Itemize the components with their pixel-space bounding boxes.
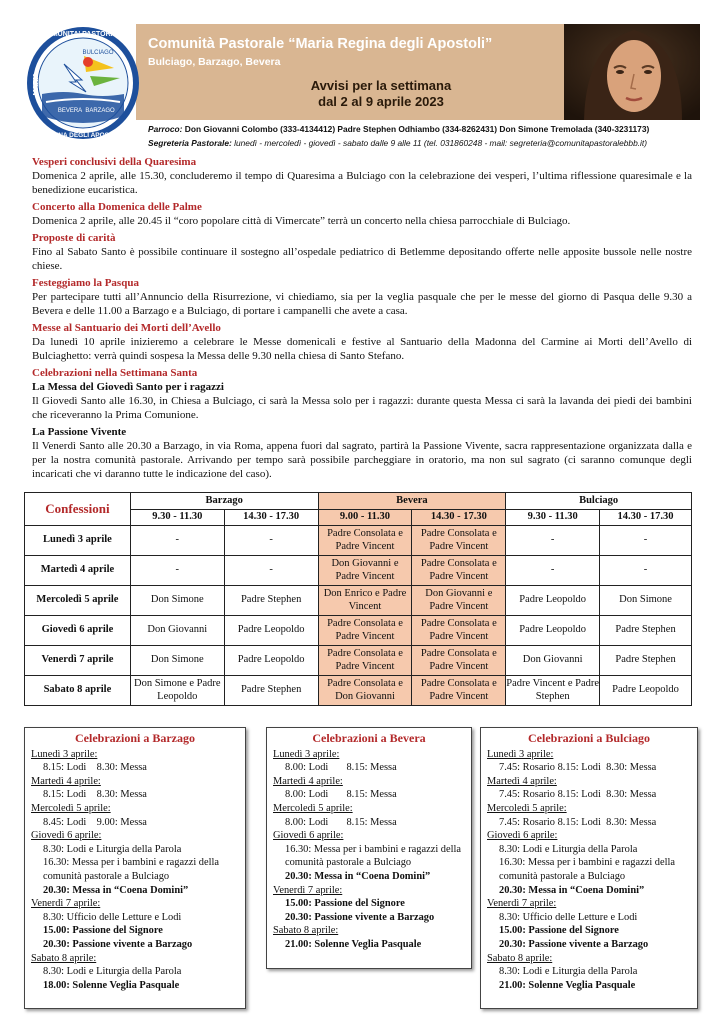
slot-header: 9.30 - 11.30: [130, 510, 224, 526]
table-cell: Padre Consolata e Padre Vincent: [412, 526, 506, 556]
madonna-portrait: [564, 24, 700, 120]
table-cell: Don Simone e Padre Leopoldo: [130, 676, 224, 706]
day-cell: Giovedì 6 aprile: [25, 616, 131, 646]
table-cell: Don Giovanni e Padre Vincent: [318, 556, 412, 586]
celebration-entry: 15.00: Passione del Signore: [43, 925, 163, 937]
celebration-day: Giovedì 6 aprile:: [273, 830, 344, 842]
celebration-entry: 8.30: Lodi e Liturgia della Parola: [43, 843, 182, 855]
notice: [32, 155, 692, 197]
notice-text: Per partecipare tutti all’Annuncio della Risurrezione, vi chiediamo, sia per la veglia pasquale che per le messe del giorno di Pasqua delle 9.30 a Bevera e delle 11.00 a Barzago e a Bulciago, di portare i campanelli che avete a casa.: [32, 291, 692, 317]
place-barzago: Barzago: [130, 493, 318, 510]
notice-title: Concerto alla Domenica delle Palme: [32, 201, 202, 213]
celebration-entry: 15.00: Passione del Signore: [499, 925, 619, 937]
table-cell: -: [600, 556, 692, 586]
table-cell: -: [506, 556, 600, 586]
celebration-entry: 8.00: Lodi 8.15: Messa: [285, 762, 397, 774]
notice-title: Vesperi conclusivi della Quaresima: [32, 156, 197, 168]
celebration-day: Lunedì 3 aprile:: [487, 748, 554, 760]
logo-text-bevera: BEVERA: [57, 108, 83, 114]
celebration-day: Mercoledì 5 aprile:: [273, 802, 353, 814]
table-cell: Don Giovanni: [506, 646, 600, 676]
slot-header: 9.30 - 11.30: [506, 510, 600, 526]
table-cell: Padre Leopoldo: [224, 616, 318, 646]
celebration-entry: 8.30: Lodi e Liturgia della Parola: [499, 966, 638, 978]
logo-text-barzago: BARZAGO: [85, 108, 115, 114]
celebration-entry: 8.00: Lodi 8.15: Messa: [285, 816, 397, 828]
secretariat-line: [148, 136, 688, 150]
logo-text-top: COMUNITA' PASTORALE: [41, 31, 125, 38]
holy-week-sub1-text: Il Giovedì Santo alle 16.30, in Chiesa a Bulciago, ci sarà la Messa solo per i ragazzi: durante questa Messa ci sarà la lavanda dei piedi dei bambini che riceveranno la Prima Comunione.: [32, 395, 692, 421]
community-towns: Bulciago, Barzago, Bevera: [148, 56, 281, 68]
secretariat-text: lunedì - mercoledì - giovedì - sabato dalle 9 alle 11 (tel. 031860248 - mail: segreteria@comunitapastoralebbb.it): [234, 138, 648, 148]
celebration-entry: 20.30: Passione vivente a Barzago: [285, 911, 435, 923]
table-cell: Padre Consolata e Padre Vincent: [318, 616, 412, 646]
celebration-entry: 8.45: Lodi 9.00: Messa: [43, 816, 147, 828]
table-cell: Don Simone: [130, 586, 224, 616]
celebration-day: Venerdì 7 aprile:: [273, 884, 343, 896]
celebration-entry: 18.00: Solenne Veglia Pasquale: [43, 979, 180, 991]
table-row: [25, 586, 692, 616]
celebration-entry: 8.00: Lodi 8.15: Messa: [285, 789, 397, 801]
notice-title: Celebrazioni nella Settimana Santa: [32, 367, 198, 379]
notice-text: Fino al Sabato Santo è possibile continuare il sostegno all’ospedale pediatrico di Betlemme depositando offerte nelle apposite bussole nelle nostre chiese.: [32, 246, 692, 272]
notice: [32, 321, 692, 363]
table-row: [25, 646, 692, 676]
celebration-day: Martedì 4 aprile:: [487, 775, 557, 787]
week-line-1: Avvisi per la settimana: [310, 78, 452, 93]
celebration-day: Sabato 8 aprile:: [31, 952, 97, 964]
holy-week-sub1-title: La Messa del Giovedì Santo per i ragazzi: [32, 381, 224, 393]
logo-text-left: MARIA: [33, 72, 40, 96]
table-cell: Padre Consolata e Padre Vincent: [318, 646, 412, 676]
community-logo: [24, 24, 142, 142]
day-cell: Venerdì 7 aprile: [25, 646, 131, 676]
celebration-entry: 16.30: Messa per i bambini e ragazzi della comunità pastorale a Bulciago: [285, 843, 464, 869]
table-row: [25, 526, 692, 556]
community-name: Comunità Pastorale “Maria Regina degli Apostoli”: [148, 36, 493, 52]
celebrations-title: Celebrazioni a Barzago: [75, 731, 195, 745]
notice-title: Messe al Santuario dei Morti dell’Avello: [32, 322, 221, 334]
parish-line: [148, 122, 688, 136]
table-cell: Don Enrico e Padre Vincent: [318, 586, 412, 616]
table-cell: Padre Stephen: [600, 646, 692, 676]
slot-header: 14.30 - 17.30: [412, 510, 506, 526]
celebration-entry: 8.30: Lodi e Liturgia della Parola: [43, 966, 182, 978]
table-cell: Don Simone: [600, 586, 692, 616]
celebration-day: Sabato 8 aprile:: [273, 925, 339, 937]
table-cell: Padre Leopoldo: [600, 676, 692, 706]
secretariat-label: Segreteria Pastorale:: [148, 138, 232, 148]
celebrations-title: Celebrazioni a Bevera: [312, 731, 426, 745]
celebration-entry: 8.15: Lodi 8.30: Messa: [43, 789, 147, 801]
notice-text: Domenica 2 aprile, alle 20.45 il “coro popolare città di Vimercate” terrà un concerto nella chiesa parrocchiale di Bulciago.: [32, 215, 571, 227]
celebration-entry: 8.30: Ufficio delle Letture e Lodi: [43, 911, 182, 923]
day-cell: Mercoledì 5 aprile: [25, 586, 131, 616]
table-cell: -: [130, 556, 224, 586]
table-cell: Padre Stephen: [600, 616, 692, 646]
table-cell: Padre Leopoldo: [506, 586, 600, 616]
table-cell: Padre Consolata e Padre Vincent: [412, 616, 506, 646]
table-cell: Padre Consolata e Padre Vincent: [412, 646, 506, 676]
holy-week-notice: [32, 366, 692, 481]
table-cell: Padre Stephen: [224, 676, 318, 706]
celebration-entry: 15.00: Passione del Signore: [285, 898, 405, 910]
celebrations-barzago: [24, 727, 246, 1009]
celebration-day: Lunedì 3 aprile:: [31, 748, 98, 760]
logo-text-bulciago: BULCIAGO: [82, 50, 114, 56]
slot-header: 14.30 - 17.30: [224, 510, 318, 526]
slot-header: 14.30 - 17.30: [600, 510, 692, 526]
celebration-entry: 20.30: Messa in “Coena Domini”: [43, 884, 189, 896]
header-banner: [136, 24, 588, 120]
week-line-2: dal 2 al 9 aprile 2023: [318, 94, 444, 109]
celebration-day: Giovedì 6 aprile:: [487, 830, 558, 842]
holy-week-sub2-text: Il Venerdì Santo alle 20.30 a Barzago, in via Roma, appena fuori dal sagrato, partirà la Passione Vivente, sacra rappresentazione organizzata dalla e per la nostra comunità pastorale. Arrivando per tempo sarà possibile parcheggiare in oratorio, ma non sul sagrato (ci saranno comunque degli incaricati che vi daranno tutte le indicazione del caso).: [32, 440, 692, 480]
day-cell: Martedì 4 aprile: [25, 556, 131, 586]
place-bevera: Bevera: [318, 493, 506, 510]
celebration-entry: 7.45: Rosario 8.15: Lodi 8.30: Messa: [499, 762, 657, 774]
table-cell: -: [506, 526, 600, 556]
celebration-day: Lunedì 3 aprile:: [273, 748, 340, 760]
celebration-entry: 20.30: Passione vivente a Barzago: [499, 938, 649, 950]
table-cell: -: [224, 556, 318, 586]
notice-title: Festeggiamo la Pasqua: [32, 277, 139, 289]
table-cell: Padre Consolata e Padre Vincent: [318, 526, 412, 556]
table-cell: Padre Vincent e Padre Stephen: [506, 676, 600, 706]
celebration-day: Martedì 4 aprile:: [273, 775, 343, 787]
celebration-day: Mercoledì 5 aprile:: [31, 802, 111, 814]
celebration-entry: 16.30: Messa per i bambini e ragazzi della comunità pastorale a Bulciago: [43, 857, 222, 882]
table-cell: Padre Leopoldo: [224, 646, 318, 676]
celebration-entry: 16.30: Messa per i bambini e ragazzi della comunità pastorale a Bulciago: [499, 857, 678, 882]
table-row: [25, 676, 692, 706]
table-cell: Don Simone: [130, 646, 224, 676]
table-cell: -: [130, 526, 224, 556]
celebration-day: Venerdì 7 aprile:: [31, 898, 101, 910]
notices: [32, 155, 692, 484]
celebration-entry: 20.30: Passione vivente a Barzago: [43, 938, 193, 950]
table-cell: -: [224, 526, 318, 556]
celebration-day: Giovedì 6 aprile:: [31, 830, 102, 842]
slot-header: 9.00 - 11.30: [318, 510, 412, 526]
celebration-day: Sabato 8 aprile:: [487, 952, 553, 964]
notice: [32, 200, 692, 228]
celebration-entry: 20.30: Messa in “Coena Domini”: [285, 870, 431, 882]
celebration-day: Venerdì 7 aprile:: [487, 898, 557, 910]
table-row: [25, 616, 692, 646]
table-cell: Padre Consolata e Padre Vincent: [412, 676, 506, 706]
notice-text: Da lunedì 10 aprile inizieremo a celebrare le Messe domenicali e festive al Santuario della Madonna del Carmine ai Morti dell’Avello di Bulciaghetto: verrà quindi sospesa la Messa delle 9.30 nella chiesa di Santo Stefano.: [32, 336, 692, 362]
celebration-day: Mercoledì 5 aprile:: [487, 802, 567, 814]
celebration-entry: 21.00: Solenne Veglia Pasquale: [285, 938, 422, 950]
celebration-entry: 20.30: Messa in “Coena Domini”: [499, 884, 645, 896]
celebrations-bulciago: [480, 727, 698, 1009]
celebration-entry: 7.45: Rosario 8.15: Lodi 8.30: Messa: [499, 816, 657, 828]
celebration-day: Martedì 4 aprile:: [31, 775, 101, 787]
table-cell: Don Giovanni e Padre Vincent: [412, 586, 506, 616]
notice-title: Proposte di carità: [32, 232, 116, 244]
logo-text-bottom: REGINA DEGLI APOSTOLI: [42, 132, 124, 139]
table-cell: Padre Consolata e Don Giovanni: [318, 676, 412, 706]
table-row: [25, 556, 692, 586]
table-header-row: [25, 493, 692, 510]
notice: [32, 276, 692, 318]
parish-text: Don Giovanni Colombo (333-4134412) Padre Stephen Odhiambo (334-8262431) Don Simone Tremolada (340-3231173): [184, 124, 650, 134]
celebration-entry: 8.30: Lodi e Liturgia della Parola: [499, 843, 638, 855]
week-heading: [286, 78, 476, 110]
day-cell: Lunedì 3 aprile: [25, 526, 131, 556]
celebrations-title: Celebrazioni a Bulciago: [528, 731, 650, 745]
table-cell: Padre Consolata e Padre Vincent: [412, 556, 506, 586]
table-cell: Padre Leopoldo: [506, 616, 600, 646]
table-cell: Don Giovanni: [130, 616, 224, 646]
holy-week-sub2-title: La Passione Vivente: [32, 426, 127, 438]
notice: [32, 231, 692, 273]
celebration-entry: 8.30: Ufficio delle Letture e Lodi: [499, 911, 638, 923]
celebrations-bevera: [266, 727, 472, 969]
day-cell: Sabato 8 aprile: [25, 676, 131, 706]
parish-label: Parroco:: [148, 124, 183, 134]
confessions-heading: Confessioni: [25, 493, 131, 526]
celebration-entry: 8.15: Lodi 8.30: Messa: [43, 762, 147, 774]
celebration-entry: 7.45: Rosario 8.15: Lodi 8.30: Messa: [499, 789, 657, 801]
contacts: [148, 122, 688, 150]
place-bulciago: Bulciago: [506, 493, 692, 510]
confessions-table: [24, 492, 692, 706]
table-cell: -: [600, 526, 692, 556]
table-cell: Padre Stephen: [224, 586, 318, 616]
notice-text: Domenica 2 aprile, alle 15.30, concluderemo il tempo di Quaresima a Bulciago con la celebrazione dei vesperi, l’ultima riflessione quaresimale e la benedizione eucaristica.: [32, 170, 692, 196]
celebration-entry: 21.00: Solenne Veglia Pasquale: [499, 979, 636, 991]
